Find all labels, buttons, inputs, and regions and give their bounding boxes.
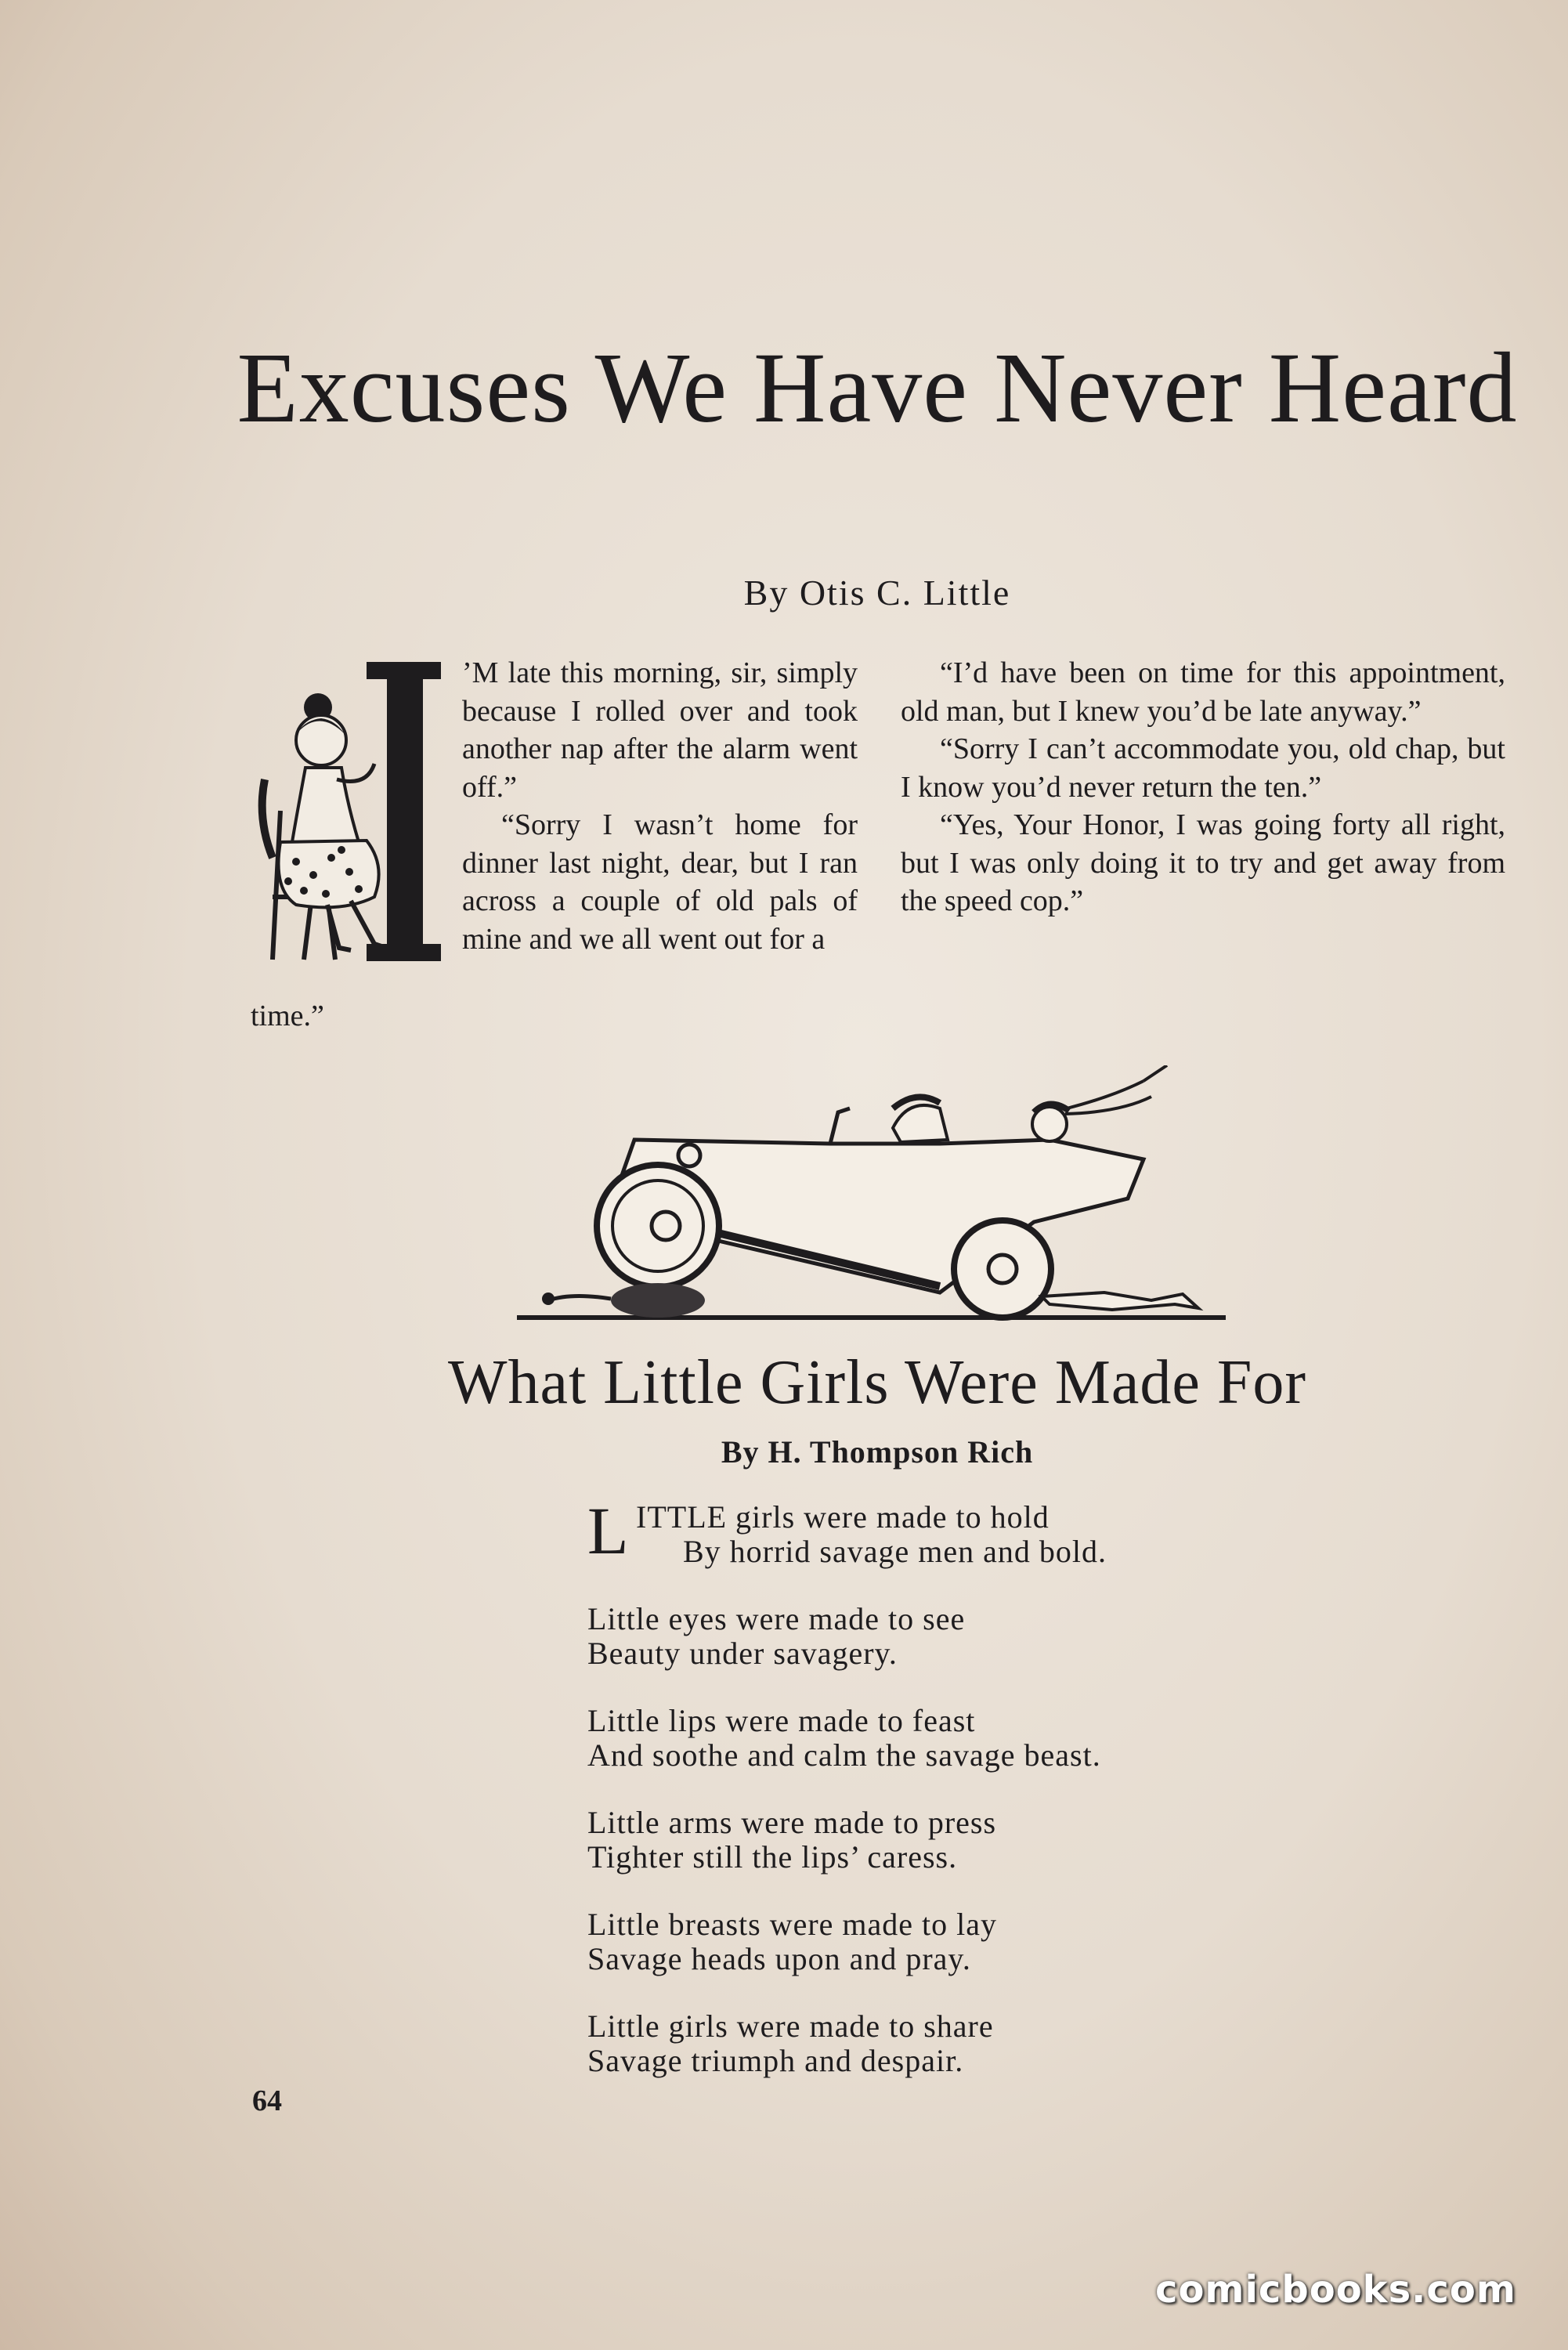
poem-stanza xyxy=(587,1602,1292,1671)
poem-line: Savage triumph and despair. xyxy=(587,2043,964,2078)
watermark: comicbooks.com xyxy=(1155,2268,1516,2312)
poem-drop-cap: L xyxy=(587,1493,630,1568)
poem-line: Tighter still the lips’ caress. xyxy=(587,1839,958,1875)
poem-line: Little arms were made to press xyxy=(587,1805,997,1840)
poem-line: Little breasts were made to lay xyxy=(587,1907,998,1942)
poem-line: Savage heads upon and pray. xyxy=(587,1941,971,1976)
story-left-tail: time.” xyxy=(251,1000,324,1032)
poem-line: And soothe and calm the savage beast. xyxy=(587,1737,1101,1773)
story-paragraph: ’M late this morning, sir, simply because I rolled over and took another nap after the alarm went off.” xyxy=(462,656,858,804)
story-paragraph: “Sorry I can’t accommodate you, old chap, but I know you’d never return the ten.” xyxy=(901,732,1505,804)
poem-stanza xyxy=(587,1907,1292,1976)
poem-line: Little girls were made to share xyxy=(587,2008,994,2044)
article-byline: By Otis C. Little xyxy=(743,573,1011,613)
poem-line: Little lips were made to feast xyxy=(587,1703,976,1738)
poem-title: What Little Girls Were Made For xyxy=(447,1348,1307,1417)
page-number: 64 xyxy=(252,2084,282,2117)
poem-stanza xyxy=(587,1493,1292,1569)
poem-body xyxy=(587,1493,1292,2111)
poem-line: Beauty under savagery. xyxy=(587,1636,898,1671)
story-paragraph: “I’d have been on time for this appointment, old man, but I knew you’d be late anyway.” xyxy=(901,656,1505,728)
article-title: Excuses We Have Never Heard xyxy=(237,332,1518,443)
story-paragraph: “Sorry I wasn’t home for dinner last night, dear, but I ran across a couple of old pals of mine and we all went out for a xyxy=(462,808,858,956)
story-right-column xyxy=(901,654,1505,920)
story-left-column xyxy=(462,654,858,958)
car-illustration xyxy=(501,1065,1230,1332)
poem-stanza xyxy=(587,1806,1292,1875)
story-paragraph: “Yes, Your Honor, I was going forty all right, but I was only doing it to try and get away from the speed cop.” xyxy=(901,808,1505,917)
poem-byline: By H. Thompson Rich xyxy=(721,1434,1034,1470)
drop-cap-illustration xyxy=(249,662,453,975)
poem-stanza xyxy=(587,2009,1292,2078)
poem-line: Little eyes were made to see xyxy=(587,1601,966,1636)
poem-stanza xyxy=(587,1704,1292,1773)
poem-line: By horrid savage men and bold. xyxy=(683,1534,1107,1569)
poem-line: ITTLE girls were made to hold xyxy=(636,1499,1050,1535)
